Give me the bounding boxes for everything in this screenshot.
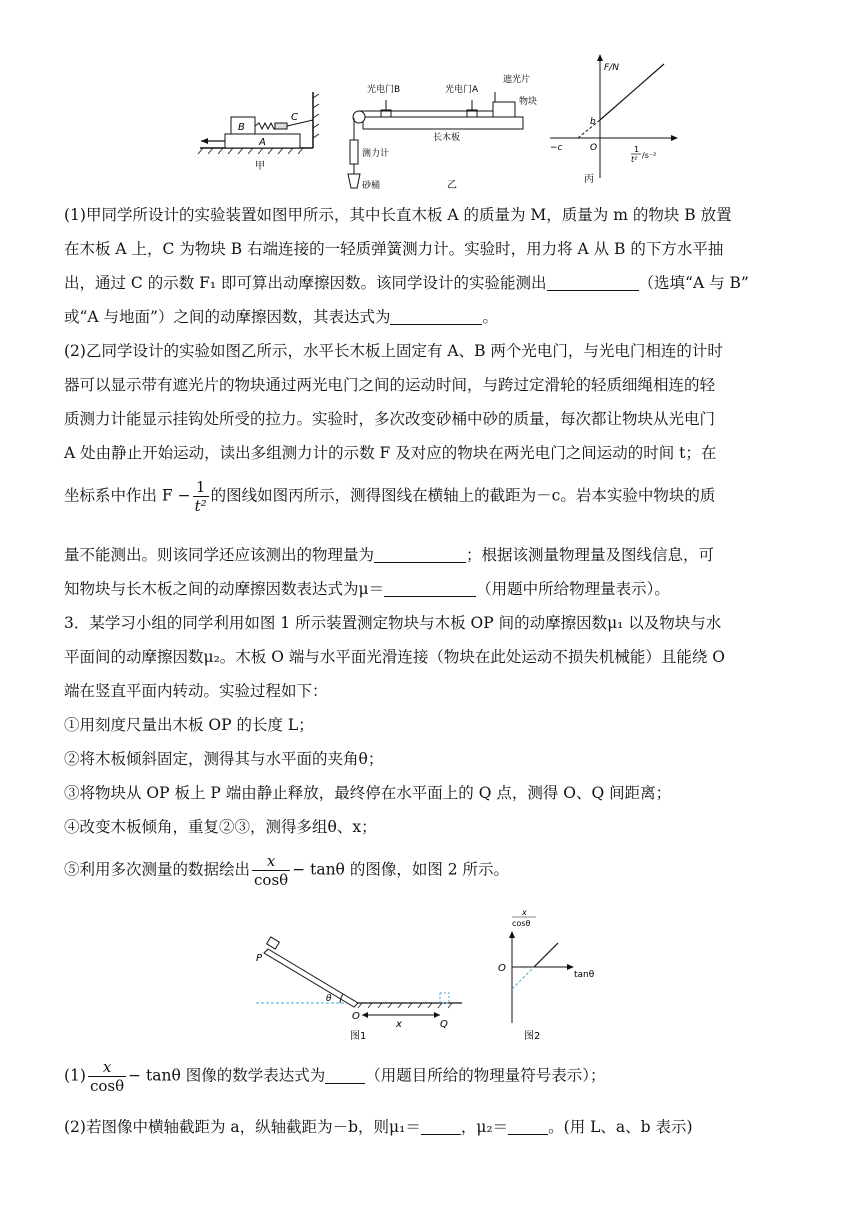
- q3-step1: ①用刻度尺量出木板 OP 的长度 L；: [64, 716, 314, 734]
- q3-step5a: ⑤利用多次测量的数据绘出: [64, 860, 251, 879]
- q3-step4: ④改变木板倾角，重复②③，测得多组θ、x；: [64, 818, 377, 836]
- q2-p2-line7: [64, 572, 792, 606]
- bing-x-unit: /s⁻²: [642, 151, 657, 160]
- q2-p2-line6: [64, 538, 792, 572]
- figure-2: [490, 905, 610, 1043]
- jia-label-C: C: [291, 112, 298, 123]
- q3-line2: 平面间的动摩擦因数μ₂。木板 O 端与水平面光滑连接（物块在此处运动不损失机械能）且能绕 O: [64, 648, 725, 666]
- figure-bing: [540, 50, 680, 190]
- q2-p1-line2: 在木板 A 上，C 为物块 B 右端连接的一轻质弹簧测力计。实验时，用力将 A 从 B 的下方水平抽: [64, 240, 724, 258]
- fig1-theta: θ: [326, 994, 332, 1004]
- yi-gate-B: 光电门B: [367, 85, 401, 95]
- answer-blank-6[interactable]: [421, 1116, 461, 1135]
- bing-x-den: t²: [631, 155, 638, 164]
- yi-caption: 乙: [447, 180, 457, 191]
- frac-den: t²: [194, 497, 207, 515]
- figure-jia: [195, 90, 325, 172]
- q2-p2-line5: [64, 478, 792, 515]
- figure-yi: [345, 72, 555, 194]
- jia-label-A: A: [259, 137, 266, 148]
- figure-1: [250, 935, 470, 1043]
- q2-p2-line4: A 处由静止开始运动，读出多组测力计的示数 F 及对应的物块在两光电门之间运动的时间 t；在: [64, 444, 717, 462]
- q2-p2-line5b: 的图线如图丙所示，测得图线在横轴上的截距为－c。岩本实验中物块的质: [210, 486, 716, 505]
- frac-num: 1: [193, 478, 209, 497]
- frac-cos-2: cosθ: [89, 1077, 125, 1095]
- answer-blank-5[interactable]: [325, 1065, 365, 1084]
- fig2-origin: O: [498, 963, 506, 974]
- q2-p1-line3-text: 出，通过 C 的示数 F₁ 即可算出动摩擦因数。该同学设计的实验能测出: [64, 274, 547, 292]
- frac-cos: cosθ: [254, 871, 289, 889]
- fig2-caption: 图2: [524, 1031, 541, 1042]
- frac-x: x: [252, 852, 290, 871]
- yi-shade: 遮光片: [503, 75, 531, 85]
- q2-p2-line1: (2)乙同学设计的实验如图乙所示，水平长木板上固定有 A、B 两个光电门，与光电门相连的计时: [64, 342, 723, 360]
- jia-label-B: B: [238, 122, 245, 133]
- yi-gate-A: 光电门A: [445, 85, 479, 95]
- answer-blank-2[interactable]: [390, 306, 482, 325]
- fig1-P: P: [256, 953, 263, 964]
- q3-step5: [64, 852, 792, 889]
- fig1-x: x: [396, 1019, 402, 1030]
- q3-a2-mid: ，μ₂＝: [460, 1118, 509, 1136]
- q2-p1-line4: [64, 300, 792, 334]
- q2-p2-line2: 器可以显示带有遮光片的物块通过两光电门之间的运动时间，与跨过定滑轮的轻质细绳相连的轻: [64, 376, 716, 394]
- answer-blank-4[interactable]: [384, 578, 476, 597]
- q3-a2-text: (2)若图像中横轴截距为 a，纵轴截距为－b，则μ₁＝: [64, 1118, 421, 1136]
- q3-a1-prefix: (1): [64, 1066, 86, 1085]
- bing-y-axis: F/N: [604, 63, 619, 73]
- yi-block: 物块: [519, 97, 538, 107]
- q3-answer-2: [64, 1110, 792, 1144]
- q2-p2-line7b: （用题中所给物理量表示）。: [476, 580, 670, 598]
- fig1-O: O: [352, 1011, 360, 1022]
- q3-step5b: − tanθ 的图像，如图 2 所示。: [292, 860, 510, 879]
- bing-x-num: 1: [634, 145, 640, 154]
- yi-bucket: 砂桶: [362, 181, 381, 191]
- q2-p1-line4-text: 或“A 与地面”）之间的动摩擦因数，其表达式为: [64, 308, 391, 326]
- yi-meter: 测力计: [362, 149, 390, 159]
- q3-line3: 端在竖直平面内转动。实验过程如下：: [64, 682, 328, 700]
- yi-board: 长木板: [433, 133, 461, 143]
- fraction-x-over-cos: [252, 852, 290, 889]
- fraction-x-over-cos-2: [88, 1058, 126, 1095]
- q2-p1-line3b: （选填“A 与 B”: [638, 274, 749, 292]
- bing-caption: 丙: [584, 174, 594, 185]
- q3-line1: 3．某学习小组的同学利用如图 1 所示装置测定物块与木板 OP 间的动摩擦因数μ₁ 以及物块与水: [64, 614, 722, 632]
- q3-step3: ③将物块从 OP 板上 P 端由静止释放，最终停在水平面上的 Q 点，测得 O、Q 间距离；: [64, 784, 672, 802]
- bing-b: b: [590, 117, 596, 127]
- q3-a2-tail: 。(用 L、a、b 表示): [548, 1118, 693, 1136]
- q2-p1-line3: [64, 266, 792, 300]
- q2-p2-line7a: 知物块与长木板之间的动摩擦因数表达式为μ＝: [64, 580, 385, 598]
- fraction-1-over-t2: [193, 478, 209, 515]
- answer-blank-3[interactable]: [374, 544, 466, 563]
- q2-p2-line3: 质测力计能显示挂钩处所受的拉力。实验时，多次改变砂桶中砂的质量，每次都让物块从光电门: [64, 410, 716, 428]
- answer-blank-7[interactable]: [508, 1116, 548, 1135]
- jia-caption: 甲: [255, 161, 265, 172]
- fig2-y-num: x: [522, 908, 527, 917]
- fig1-Q: Q: [440, 1019, 448, 1030]
- fig2-x-axis: tanθ: [574, 970, 595, 980]
- q2-p2-line5a: 坐标系中作出 F −: [64, 486, 191, 505]
- q2-p2-line6a: 量不能测出。则该同学还应该测出的物理量为: [64, 546, 375, 564]
- answer-blank-1[interactable]: [547, 272, 639, 291]
- fig2-y-den: cosθ: [512, 919, 531, 928]
- q2-p1-line1: (1)甲同学所设计的实验装置如图甲所示，其中长直木板 A 的质量为 M，质量为 m 的物块 B 放置: [64, 206, 732, 224]
- fig1-caption: 图1: [350, 1031, 367, 1042]
- q3-a1-text: − tanθ 图像的数学表达式为: [128, 1066, 326, 1085]
- bing-origin: O: [590, 143, 598, 153]
- q3-answer-1: [64, 1058, 792, 1095]
- q2-p1-line4b: 。: [482, 308, 498, 326]
- bing-neg-c: −c: [550, 143, 563, 153]
- q2-p2-line6b: ；根据该测量物理量及图线信息，可: [466, 546, 715, 564]
- frac-x-2: x: [88, 1058, 126, 1077]
- q3-a1-tail: （用题目所给的物理量符号表示）；: [365, 1066, 606, 1085]
- q3-step2: ②将木板倾斜固定，测得其与水平面的夹角θ；: [64, 750, 384, 768]
